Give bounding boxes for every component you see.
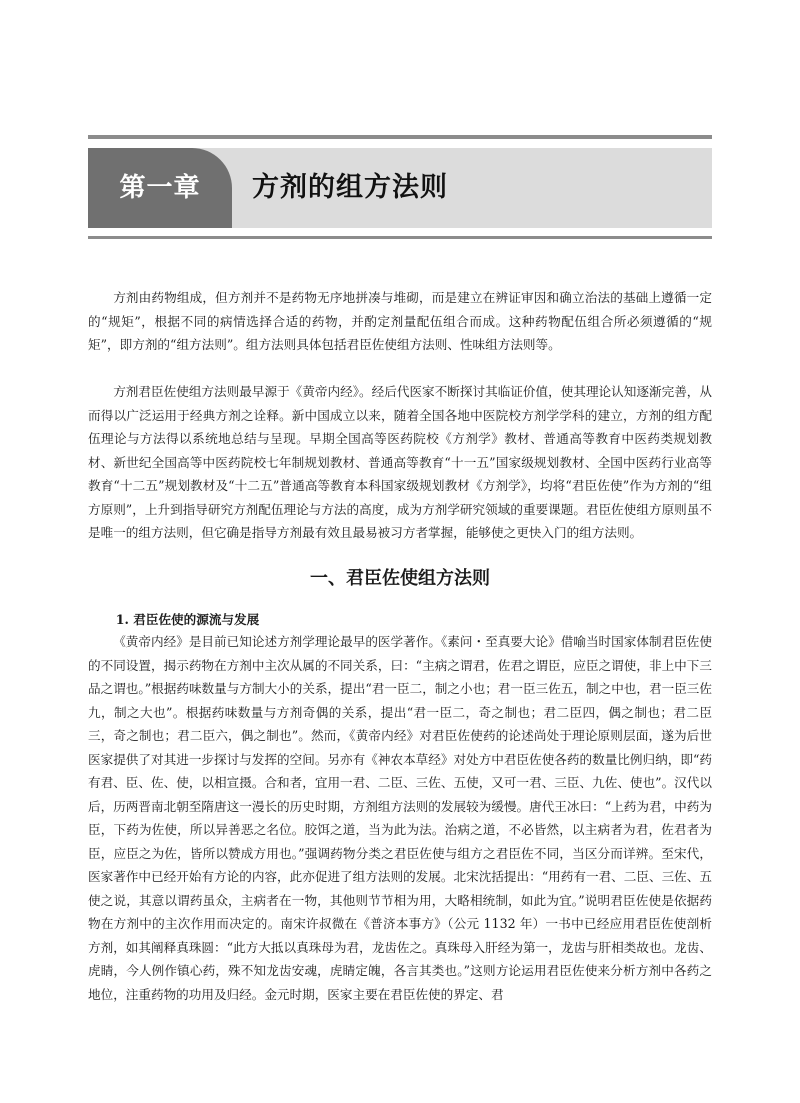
chapter-header-top-rule	[88, 135, 712, 139]
chapter-header-bottom-rule	[88, 236, 712, 239]
chapter-number: 第一章	[119, 173, 201, 203]
chapter-title: 方剂的组方法则	[252, 172, 448, 203]
section-heading: 一、君臣佐使组方法则	[310, 568, 490, 589]
intro-paragraph-1: 方剂由药物组成，但方剂并不是药物无序地拼凑与堆砌，而是建立在辨证审因和确立治法的基础上遵循一定的“规矩”，根据不同的病情选择合适的药物，并酌定剂量配伍组合而成。这种药物配伍组合所必须遵循的“规矩”，即方剂的“组方法则”。组方法则具体包括君臣佐使组方法则、性味组方法则等。	[88, 290, 712, 352]
subsection-heading: 1. 君臣佐使的源流与发展	[115, 612, 260, 627]
section-paragraph: 《黄帝内经》是目前已知论述方剂学理论最早的医学著作。《素问・至真要大论》借喻当时国家体制君臣佐使的不同设置，揭示药物在方剂中主次从属的不同关系，曰：“主病之谓君，佐君之谓臣，应臣之谓使，非上中下三品之谓也。”根据药味数量与方制大小的关系，提出“君一臣二，制之小也；君一臣三佐五，制之中也，君一臣三佐九，制之大也”。根据药味数量与方剂奇偶的关系，提出“君一臣二，奇之制也；君二臣四，偶之制也；君二臣三，奇之制也；君二臣六，偶之制也”。然而，《黄帝内经》对君臣佐使药的论述尚处于理论原则层面，遂为后世医家提供了对其进一步探讨与发挥的空间。另亦有《神农本草经》对处方中君臣佐使各药的数量比例归纳，即“药有君、臣、佐、使，以相宣摄。合和者，宜用一君、二臣、三佐、五使，又可一君、三臣、九佐、使也”。汉代以后，历两晋南北朝至隋唐这一漫长的历史时期，方剂组方法则的发展较为缓慢。唐代王冰曰：“上药为君，中药为臣，下药为佐使，所以异善恶之名位。胶饵之道，当为此为法。治病之道，不必皆然，以主病者为君，佐君者为臣，应臣之为佐，皆所以赞成方用也。”强调药物分类之君臣佐使与组方之君臣佐不同，当区分而详辨。至宋代，医家著作中已经开始有方论的内容，此亦促进了组方法则的发展。北宋沈括提出：“用药有一君、二臣、三佐、五使之说，其意以谓药虽众，主病者在一物，其他则节节相为用，大略相统制，如此为宜。”说明君臣佐使是依据药物在方剂中的主次作用而决定的。南宋许叔微在《普济本事方》（公元 1132 年）一书中已经应用君臣佐使剖析方剂，如其阐释真珠圆：“此方大抵以真珠母为君，龙齿佐之。真珠母入肝经为第一，龙齿与肝相类故也。龙齿、虎睛，今人例作镇心药，殊不知龙齿安魂，虎睛定魄，各言其类也。”这则方论运用君臣佐使来分析方剂中各药之地位，注重药物的功用及归经。金元时期，医家主要在君臣佐使的界定、君	[88, 634, 712, 1002]
intro-paragraph-2: 方剂君臣佐使组方法则最早源于《黄帝内经》。经后代医家不断探讨其临证价值，使其理论认知逐渐完善，从而得以广泛运用于经典方剂之诠释。新中国成立以来，随着全国各地中医院校方剂学学科的建立，方剂的组方配伍理论与方法得以系统地总结与呈现。早期全国高等医药院校《方剂学》教材、普通高等教育中医药类规划教材、新世纪全国高等中医药院校七年制规划教材、普通高等教育“十一五”国家级规划教材、全国中医药行业高等教育“十二五”规划教材及“十二五”普通高等教育本科国家级规划教材《方剂学》，均将“君臣佐使”作为方剂的“组方原则”，上升到指导研究方剂配伍理论与方法的高度，成为方剂学研究领域的重要课题。君臣佐使组方原则虽不是唯一的组方法则，但它确是指导方剂最有效且最易被习方者掌握，能够使之更快入门的组方法则。	[88, 384, 712, 540]
